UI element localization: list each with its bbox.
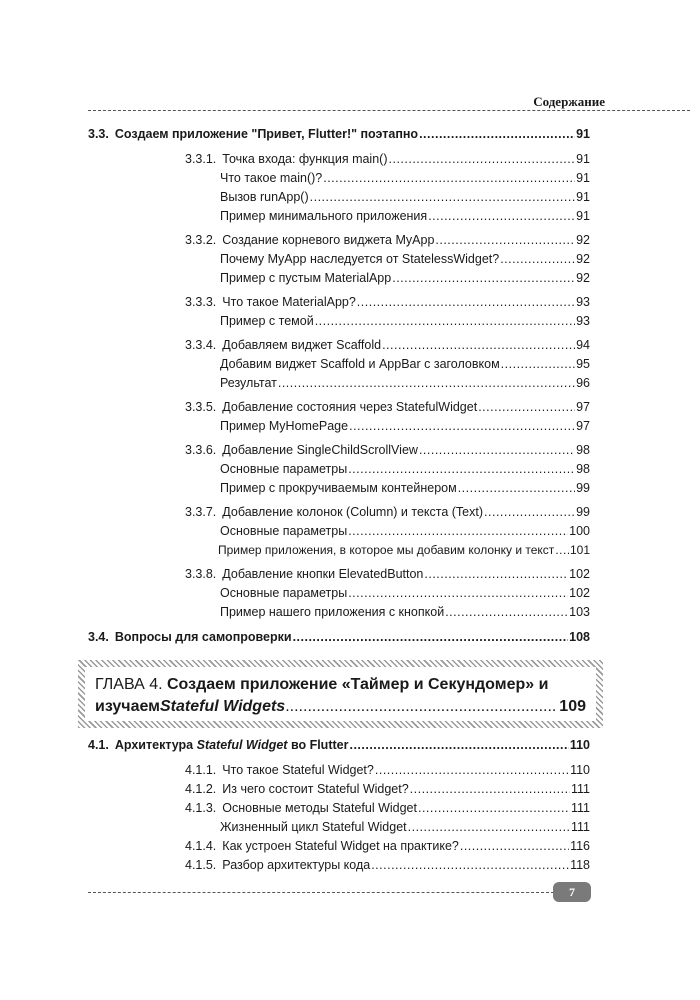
- dot-leader: [501, 357, 575, 372]
- entry-page: 110: [570, 763, 590, 777]
- dot-leader: [419, 127, 575, 142]
- entry-number: 4.1.: [88, 738, 109, 752]
- toc-entry-3-3-4[interactable]: [185, 338, 590, 353]
- entry-page: 111: [570, 801, 590, 815]
- dot-leader: [408, 820, 570, 835]
- chapter-title-line2-prefix: изучаем: [95, 698, 160, 715]
- entry-title: Добавление кнопки ElevatedButton: [222, 567, 424, 581]
- toc-subentry[interactable]: [220, 357, 590, 372]
- entry-page: 111: [570, 782, 590, 796]
- entry-page: 96: [576, 376, 590, 390]
- dot-leader: [389, 152, 576, 167]
- dot-leader: [555, 543, 569, 558]
- entry-page: 92: [576, 233, 590, 247]
- toc-entry-3-3-7[interactable]: [185, 505, 590, 520]
- chapter-title-line1: Создаем приложение «Таймер и Секундомер» и: [167, 676, 549, 693]
- entry-page: 110: [569, 738, 590, 752]
- dot-leader: [310, 190, 575, 205]
- dot-leader: [418, 801, 570, 816]
- entry-number: 4.1.1.: [185, 763, 217, 777]
- entry-title: Пример MyHomePage: [220, 419, 349, 433]
- dot-leader: [349, 419, 575, 434]
- entry-number: 3.3.8.: [185, 567, 217, 581]
- toc-entry-4-1-3[interactable]: [185, 801, 590, 816]
- dot-leader: [419, 443, 575, 458]
- entry-title: Пример приложения, в которое мы добавим колонку и текст: [218, 543, 555, 557]
- entry-page: 102: [569, 567, 590, 581]
- dot-leader: [375, 763, 569, 778]
- toc-subentry[interactable]: [220, 314, 590, 329]
- entry-page: 116: [570, 839, 590, 853]
- entry-page: 95: [576, 357, 590, 371]
- entry-number: 3.3.6.: [185, 443, 217, 457]
- entry-title: Что такое Stateful Widget?: [222, 763, 374, 777]
- chapter-title-emphasis: Stateful Widgets: [160, 698, 286, 715]
- toc-entry-3-3-6[interactable]: [185, 443, 590, 458]
- entry-title: Создание корневого виджета MyApp: [222, 233, 435, 247]
- entry-title-suffix: во Flutter: [287, 738, 349, 752]
- dot-leader: [293, 630, 569, 645]
- entry-page: 99: [576, 505, 590, 519]
- toc-subentry[interactable]: [220, 190, 590, 205]
- entry-title: Добавляем виджет Scaffold: [222, 338, 382, 352]
- entry-title: Вопросы для самопроверки: [114, 630, 292, 644]
- entry-title: Основные параметры: [220, 462, 348, 476]
- entry-title: Основные параметры: [220, 524, 348, 538]
- entry-number: 3.3.1.: [185, 152, 217, 166]
- entry-title: Разбор архитектуры кода: [222, 858, 371, 872]
- toc-subentry[interactable]: [220, 586, 590, 601]
- toc-subentry[interactable]: [220, 820, 590, 835]
- dot-leader: [410, 782, 570, 797]
- entry-title: Добавление состояния через StatefulWidget: [222, 400, 478, 414]
- entry-page: 98: [576, 443, 590, 457]
- entry-page: 91: [576, 171, 590, 185]
- entry-title: Пример нашего приложения с кнопкой: [220, 605, 445, 619]
- entry-title: Вызов runApp(): [220, 190, 309, 204]
- entry-page: 98: [576, 462, 590, 476]
- toc-subentry[interactable]: [220, 271, 590, 286]
- dot-leader: [458, 481, 575, 496]
- dot-leader: [445, 605, 568, 620]
- entry-page: 103: [569, 605, 590, 619]
- toc-subentry[interactable]: [220, 209, 590, 224]
- entry-number: 3.3.7.: [185, 505, 217, 519]
- entry-title: Основные методы Stateful Widget: [222, 801, 417, 815]
- entry-number: 4.1.2.: [185, 782, 217, 796]
- entry-title: Что такое MaterialApp?: [222, 295, 356, 309]
- entry-number: 3.4.: [88, 630, 109, 644]
- entry-page: 118: [570, 858, 590, 872]
- toc-subentry[interactable]: [220, 252, 590, 267]
- entry-title-emphasis: Stateful Widget: [196, 738, 288, 752]
- entry-title: Из чего состоит Stateful Widget?: [222, 782, 409, 796]
- entry-title: Как устроен Stateful Widget на практике?: [222, 839, 459, 853]
- dot-leader: [382, 338, 575, 353]
- toc-subentry[interactable]: [220, 171, 590, 186]
- toc-entry-3-3-5[interactable]: [185, 400, 590, 415]
- dot-leader: [460, 839, 569, 854]
- entry-title: Пример с темой: [220, 314, 314, 328]
- entry-title: Что такое main()?: [220, 171, 323, 185]
- dot-leader: [348, 524, 568, 539]
- chapter-label: ГЛАВА 4.: [95, 676, 163, 693]
- dot-leader: [371, 858, 569, 873]
- entry-page: 100: [569, 524, 590, 538]
- entry-number: 3.3.3.: [185, 295, 217, 309]
- entry-number: 4.1.3.: [185, 801, 217, 815]
- entry-title: Добавим виджет Scaffold и AppBar с заголовком: [220, 357, 500, 371]
- dot-leader: [348, 462, 575, 477]
- entry-number: 4.1.5.: [185, 858, 217, 872]
- entry-page: 111: [570, 820, 590, 834]
- entry-number: 4.1.4.: [185, 839, 217, 853]
- entry-page: 92: [576, 252, 590, 266]
- chapter-4-heading-box[interactable]: [78, 660, 603, 728]
- page-number-badge: 7: [553, 882, 591, 902]
- dot-leader: [290, 696, 558, 718]
- entry-title: Пример с прокручиваемым контейнером: [220, 481, 457, 495]
- dot-leader: [435, 233, 575, 248]
- toc-subentry[interactable]: [220, 524, 590, 539]
- dot-leader: [348, 586, 568, 601]
- toc-subentry[interactable]: [220, 605, 590, 620]
- toc-entry-3-4[interactable]: [88, 630, 590, 645]
- toc-subentry[interactable]: [220, 462, 590, 477]
- entry-page: 108: [569, 630, 590, 644]
- entry-title: Создаем приложение "Привет, Flutter!" поэтапно: [114, 127, 419, 141]
- entry-number: 3.3.2.: [185, 233, 217, 247]
- toc-subentry[interactable]: [220, 376, 590, 391]
- toc-entry-3-3-1[interactable]: [185, 152, 590, 167]
- dot-leader: [278, 376, 575, 391]
- entry-page: 101: [569, 543, 590, 557]
- toc-entry-4-1-5[interactable]: [185, 858, 590, 873]
- entry-title: Добавление колонок (Column) и текста (Text): [222, 505, 484, 519]
- chapter-title-line2-suffix: .: [285, 698, 290, 715]
- entry-page: 97: [576, 419, 590, 433]
- entry-title: [115, 738, 349, 753]
- entry-number: 3.3.4.: [185, 338, 217, 352]
- toc-subentry[interactable]: [220, 419, 590, 434]
- entry-title: Точка входа: функция main(): [222, 152, 388, 166]
- running-head: Содержание: [533, 94, 605, 109]
- dot-leader: [392, 271, 575, 286]
- dot-leader: [323, 171, 575, 186]
- entry-page: 93: [576, 314, 590, 328]
- dot-leader: [315, 314, 575, 329]
- dot-leader: [428, 209, 575, 224]
- entry-page: 99: [576, 481, 590, 495]
- dot-leader: [424, 567, 568, 582]
- entry-page: 102: [569, 586, 590, 600]
- entry-page: 91: [576, 127, 590, 141]
- entry-page: 93: [576, 295, 590, 309]
- dot-leader: [349, 738, 568, 753]
- dot-leader: [500, 252, 575, 267]
- toc-entry-4-1[interactable]: [88, 738, 590, 753]
- toc-entry-4-1-1[interactable]: [185, 763, 590, 778]
- entry-page: 92: [576, 271, 590, 285]
- entry-page: 94: [576, 338, 590, 352]
- entry-title: Основные параметры: [220, 586, 348, 600]
- entry-title: Жизненный цикл Stateful Widget: [220, 820, 407, 834]
- entry-title: Пример минимального приложения: [220, 209, 428, 223]
- toc-entry-4-1-2[interactable]: [185, 782, 590, 797]
- toc-entry-4-1-4[interactable]: [185, 839, 590, 854]
- entry-page: 91: [576, 190, 590, 204]
- entry-number: 3.3.5.: [185, 400, 217, 414]
- toc-subentry[interactable]: [218, 543, 590, 558]
- entry-title: Результат: [220, 376, 277, 390]
- entry-title-prefix: Архитектура: [114, 738, 197, 752]
- entry-page: 91: [576, 152, 590, 166]
- toc-subentry[interactable]: [220, 481, 590, 496]
- entry-title: Пример с пустым MaterialApp: [220, 271, 392, 285]
- chapter-page: 109: [559, 698, 586, 715]
- dot-leader: [478, 400, 575, 415]
- dot-leader: [357, 295, 575, 310]
- dot-leader: [484, 505, 575, 520]
- entry-page: 97: [576, 400, 590, 414]
- toc-entry-3-3[interactable]: [88, 127, 590, 142]
- entry-number: 3.3.: [88, 127, 109, 141]
- toc-entry-3-3-3[interactable]: [185, 295, 590, 310]
- header-divider: [88, 110, 690, 111]
- entry-title: Почему MyApp наследуется от StatelessWidget?: [220, 252, 500, 266]
- toc-entry-3-3-8[interactable]: [185, 567, 590, 582]
- entry-page: 91: [576, 209, 590, 223]
- toc-entry-3-3-2[interactable]: [185, 233, 590, 248]
- entry-title: Добавление SingleChildScrollView: [222, 443, 418, 457]
- footer-divider: [88, 892, 554, 893]
